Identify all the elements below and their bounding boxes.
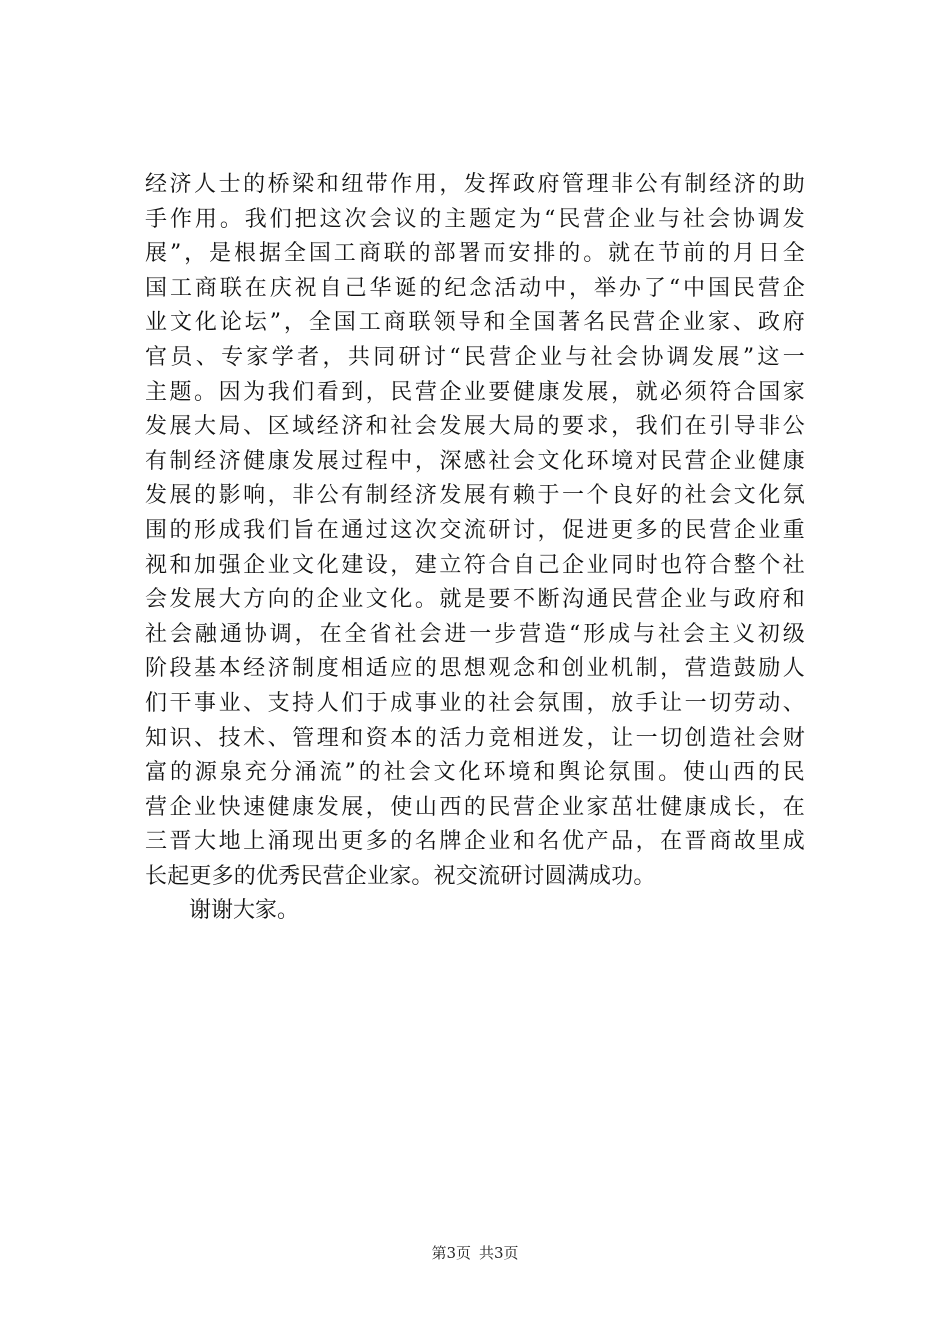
text-line: 营企业快速健康发展，使山西的民营企业家茁壮健康成长，在	[145, 794, 805, 820]
text-line: 发展的影响，非公有制经济发展有赖于一个良好的社会文化氛	[145, 483, 805, 509]
closing-line: 谢谢大家。	[189, 898, 300, 924]
text-line: 官员、专家学者，共同研讨“民营企业与社会协调发展”这一	[145, 344, 805, 370]
text-line: 业文化论坛”，全国工商联领导和全国著名民营企业家、政府	[145, 310, 805, 336]
text-line: 们干事业、支持人们于成事业的社会氛围，放手让一切劳动、	[145, 690, 805, 716]
page-footer	[0, 1242, 950, 1263]
text-line: 展”，是根据全国工商联的部署而安排的。就在节前的月日全	[145, 241, 805, 267]
page-number: 第3页	[431, 1244, 471, 1262]
page-total: 共3页	[479, 1244, 519, 1262]
body-paragraph	[145, 168, 805, 929]
text-line: 经济人士的桥梁和纽带作用，发挥政府管理非公有制经济的助	[145, 172, 805, 197]
text-line: 长起更多的优秀民营企业家。祝交流研讨圆满成功。	[145, 863, 656, 889]
text-line: 富的源泉充分涌流”的社会文化环境和舆论氛围。使山西的民	[145, 760, 805, 786]
text-line: 手作用。我们把这次会议的主题定为“民营企业与社会协调发	[145, 206, 805, 232]
text-line: 有制经济健康发展过程中，深感社会文化环境对民营企业健康	[145, 448, 805, 474]
text-line: 三晋大地上涌现出更多的名牌企业和名优产品，在晋商故里成	[145, 829, 805, 855]
text-line: 会发展大方向的企业文化。就是要不断沟通民营企业与政府和	[145, 587, 805, 613]
text-line: 知识、技术、管理和资本的活力竞相迸发，让一切创造社会财	[145, 725, 805, 751]
text-line: 围的形成我们旨在通过这次交流研讨，促进更多的民营企业重	[145, 517, 805, 543]
text-line: 社会融通协调，在全省社会进一步营造“形成与社会主义初级	[145, 621, 805, 647]
text-line: 视和加强企业文化建设，建立符合自己企业同时也符合整个社	[145, 552, 805, 578]
text-line: 发展大局、区域经济和社会发展大局的要求，我们在引导非公	[145, 414, 805, 440]
text-line: 主题。因为我们看到，民营企业要健康发展，就必须符合国家	[145, 379, 805, 405]
text-line: 阶段基本经济制度相适应的思想观念和创业机制，营造鼓励人	[145, 656, 805, 682]
text-line: 国工商联在庆祝自己华诞的纪念活动中，举办了“中国民营企	[145, 275, 805, 301]
